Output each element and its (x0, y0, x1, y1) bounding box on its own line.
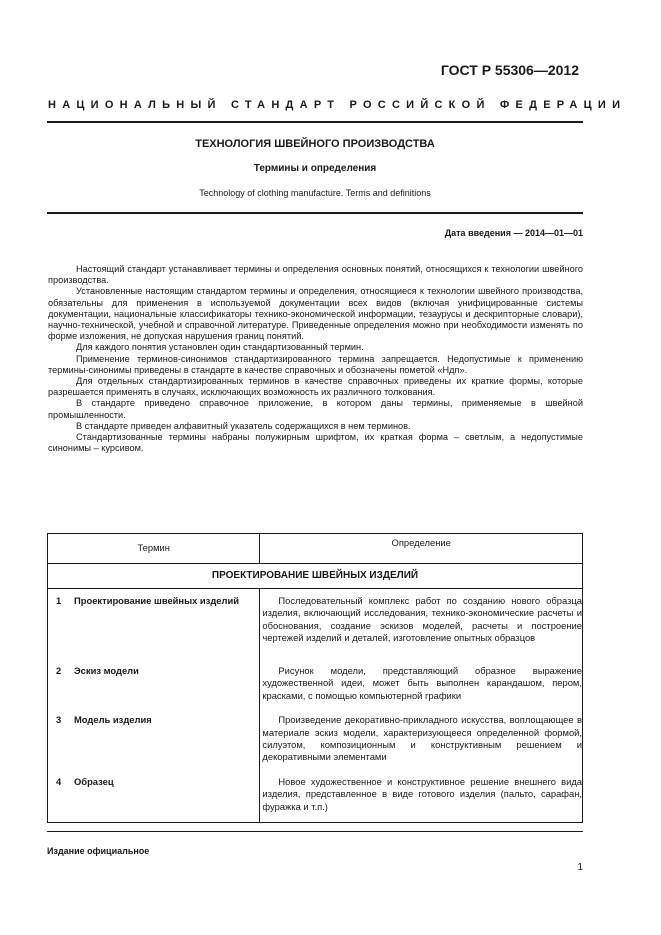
foreword-paragraph: Для отдельных стандартизированных терминов в качестве справочных приведены их краткие формы, которые разрешается применять в случаях, исключающих возможность их различного толкования. (48, 376, 583, 398)
term-definition: Новое художественное и конструктивное решение внешнего вида изделия, представленное в виде готового изделия (пальто, сарафан, фуражка и т.п.) (262, 775, 582, 812)
header-term: Термин (48, 534, 260, 564)
definition-cell (260, 659, 583, 708)
definition-cell (260, 708, 583, 770)
definition-cell (260, 589, 583, 660)
term-number: 1 (56, 595, 62, 606)
document-title-english: Technology of clothing manufacture. Terms and definitions (199, 188, 431, 198)
term-name: Модель изделия (74, 714, 152, 726)
national-standard-title: НАЦИОНАЛЬНЫЙ СТАНДАРТ РОССИЙСКОЙ ФЕДЕРАЦИИ (48, 99, 627, 111)
top-divider (47, 121, 583, 123)
document-subtitle: Термины и определения (253, 163, 377, 174)
term-name: Проектирование швейных изделий (74, 595, 239, 606)
term-name: Эскиз модели (74, 665, 139, 676)
term-number: 2 (56, 665, 62, 676)
gost-number: ГОСТ Р 55306—2012 (440, 62, 579, 78)
foreword-paragraph: Настоящий стандарт устанавливает термины и определения основных понятий, относящихся к технологии швейного производства. (48, 264, 583, 286)
term-name: Образец (74, 775, 114, 787)
title-divider (47, 212, 583, 214)
table-row (48, 708, 583, 770)
definition-cell (260, 770, 583, 823)
foreword (48, 264, 583, 454)
section-heading: ПРОЕКТИРОВАНИЕ ШВЕЙНЫХ ИЗДЕЛИЙ (48, 564, 583, 589)
section-row (48, 564, 583, 589)
foreword-paragraph: Стандартизованные термины набраны полужирным шрифтом, их краткая форма – светлым, а недопустимые синонимы – курсивом. (48, 432, 583, 454)
term-definition: Произведение декоративно-прикладного искусства, воплощающее в материале эскиз модели, характеризующееся определенной формой, силуэтом, композиционным и конструктивным решением и декоративными элементами (262, 714, 582, 763)
term-number: 3 (56, 714, 62, 726)
foreword-paragraph: Для каждого понятия установлен один стандартизованный термин. (76, 342, 364, 353)
term-cell (48, 770, 260, 823)
document-title: ТЕХНОЛОГИЯ ШВЕЙНОГО ПРОИЗВОДСТВА (195, 138, 435, 150)
table-row (48, 589, 583, 660)
foreword-paragraph: В стандарте приведено справочное приложение, в котором даны термины, применяемые в швейной промышленности. (48, 398, 583, 420)
table-row (48, 770, 583, 823)
term-number: 4 (56, 775, 62, 787)
header-definition: Определение (260, 534, 583, 564)
foreword-paragraph: Установленные настоящим стандартом термины и определения, относящиеся к технологии швейного производства, обязательны для применения в используемой документации всех видов (включая унифицированные системы документации, национальные классификаторы технико-экономической информации, тезаурусы и дескрипторные словари), научно-технической, учебной и справочной литературе. Приведенные определения можно при необходимости изменять по форме изложения, не допуская нарушения границ понятий. (48, 286, 583, 342)
table-header-row (48, 534, 583, 564)
foreword-paragraph: Применение терминов-синонимов стандартизированного термина запрещается. Недопустимые к применению термины-синонимы приведены в стандарте в качестве справочных и обозначены пометой «Ндп». (48, 353, 583, 375)
footer-divider (47, 831, 583, 832)
term-definition: Рисунок модели, представляющий образное выражение художественной идеи, может быть выполнен карандашом, пером, красками, с помощью компьютерной графики (262, 665, 582, 701)
term-cell (48, 708, 260, 770)
terms-table (47, 533, 583, 823)
table-row (48, 659, 583, 708)
term-cell (48, 589, 260, 660)
introduction-date: Дата введения — 2014—01—01 (444, 228, 583, 238)
term-definition: Последовательный комплекс работ по созданию нового образца изделия, включающий исследования, технико-экономические расчеты и обоснования, создание эскизов моделей, расчеты и построение чертежей изделий и деталей, изготовление опытных образцов (262, 595, 582, 644)
edition-label: Издание официальное (47, 846, 150, 856)
foreword-paragraph: В стандарте приведен алфавитный указатель содержащихся в нем терминов. (76, 420, 411, 431)
page-number: 1 (577, 862, 583, 873)
term-cell (48, 659, 260, 708)
